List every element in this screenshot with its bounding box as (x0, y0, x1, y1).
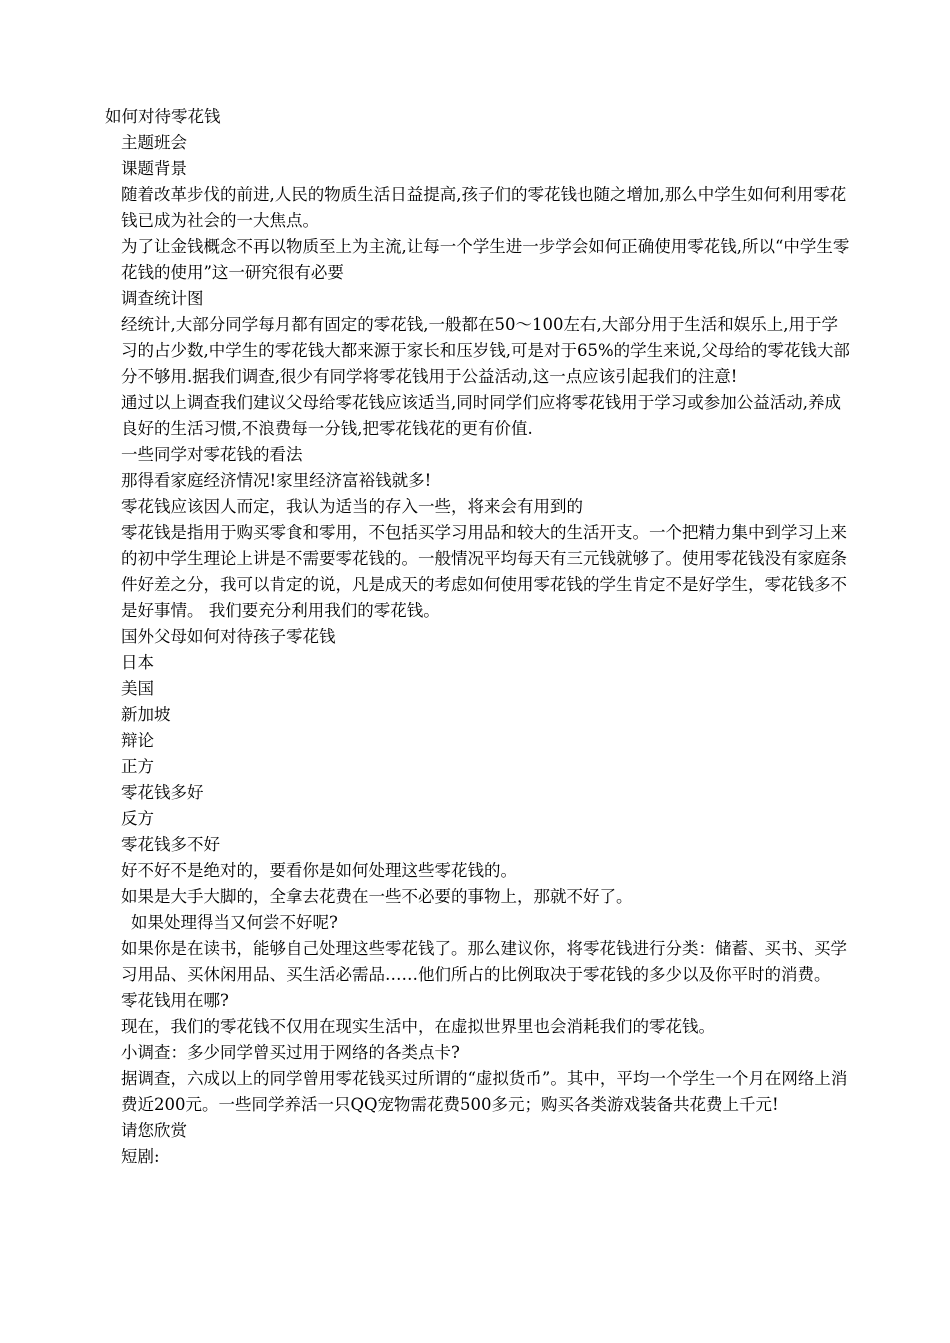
document-title: 如何对待零花钱 (105, 107, 221, 126)
list-item: 美国 (121, 679, 154, 698)
list-item: 日本 (121, 653, 154, 672)
section-heading: 一些同学对零花钱的看法 (121, 445, 303, 464)
paragraph: 主题班会 (121, 133, 187, 152)
section-heading: 课题背景 (121, 159, 187, 178)
paragraph: 通过以上调查我们建议父母给零花钱应该适当,同时同学们应将零花钱用于学习或参加公益活动,养成良好的生活习惯,不浪费每一分钱,把零花钱花的更有价值. (121, 393, 841, 438)
paragraph: 现在，我们的零花钱不仅用在现实生活中，在虚拟世界里也会消耗我们的零花钱。 (121, 1017, 715, 1036)
paragraph: 如果是大手大脚的，全拿去花费在一些不必要的事物上，那就不好了。 (121, 887, 633, 906)
paragraph: 随着改革步伐的前进,人民的物质生活日益提高,孩子们的零花钱也随之增加,那么中学生如何利用零花钱已成为社会的一大焦点。 (121, 185, 847, 230)
document-body (121, 130, 851, 1170)
paragraph: 那得看家庭经济情况!家里经济富裕钱就多! (121, 471, 432, 490)
paragraph: 经统计,大部分同学每月都有固定的零花钱,一般都在50～100左右,大部分用于生活和娱乐上,用于学习的占少数,中学生的零花钱大都来源于家长和压岁钱,可是对于65%的学生来说,父母给的零花钱大部分不够用.据我们调查,很少有同学将零花钱用于公益活动,这一点应该引起我们的注意! (121, 315, 850, 386)
paragraph: 小调查：多少同学曾买过用于网络的各类点卡? (121, 1043, 460, 1062)
paragraph: 如果处理得当又何尝不好呢? (131, 913, 338, 932)
paragraph: 据调查，六成以上的同学曾用零花钱买过所谓的“虚拟货币”。其中，平均一个学生一个月在网络上消费近200元。一些同学养活一只QQ宠物需花费500多元；购买各类游戏装备共花费上千元! (121, 1069, 848, 1114)
paragraph: 如果你是在读书，能够自己处理这些零花钱了。那么建议你，将零花钱进行分类：储蓄、买书、买学习用品、买休闲用品、买生活必需品……他们所占的比例取决于零花钱的多少以及你平时的消费。 (121, 939, 847, 984)
list-item: 零花钱多好 (121, 783, 204, 802)
section-heading: 调查统计图 (121, 289, 204, 308)
section-heading: 辩论 (121, 731, 154, 750)
paragraph: 好不好不是绝对的，要看你是如何处理这些零花钱的。 (121, 861, 517, 880)
list-item: 反方 (121, 809, 154, 828)
paragraph: 零花钱是指用于购买零食和零用，不包括买学习用品和较大的生活开支。一个把精力集中到学习上来的初中学生理论上讲是不需要零花钱的。一般情况平均每天有三元钱就够了。使用零花钱没有家庭条件好差之分，我可以肯定的说，凡是成天的考虑如何使用零花钱的学生肯定不是好学生，零花钱多不是好事情。 我们要充分利用我们的零花钱。 (121, 523, 847, 620)
section-heading: 零花钱用在哪? (121, 991, 229, 1010)
list-item: 零花钱多不好 (121, 835, 220, 854)
paragraph: 零花钱应该因人而定，我认为适当的存入一些，将来会有用到的 (121, 497, 583, 516)
section-heading: 请您欣赏 (121, 1121, 187, 1140)
paragraph: 短剧: (121, 1147, 160, 1166)
list-item: 新加坡 (121, 705, 171, 724)
section-heading: 国外父母如何对待孩子零花钱 (121, 627, 336, 646)
list-item: 正方 (121, 757, 154, 776)
paragraph: 为了让金钱概念不再以物质至上为主流,让每一个学生进一步学会如何正确使用零花钱,所以“中学生零花钱的使用”这一研究很有必要 (121, 237, 850, 282)
